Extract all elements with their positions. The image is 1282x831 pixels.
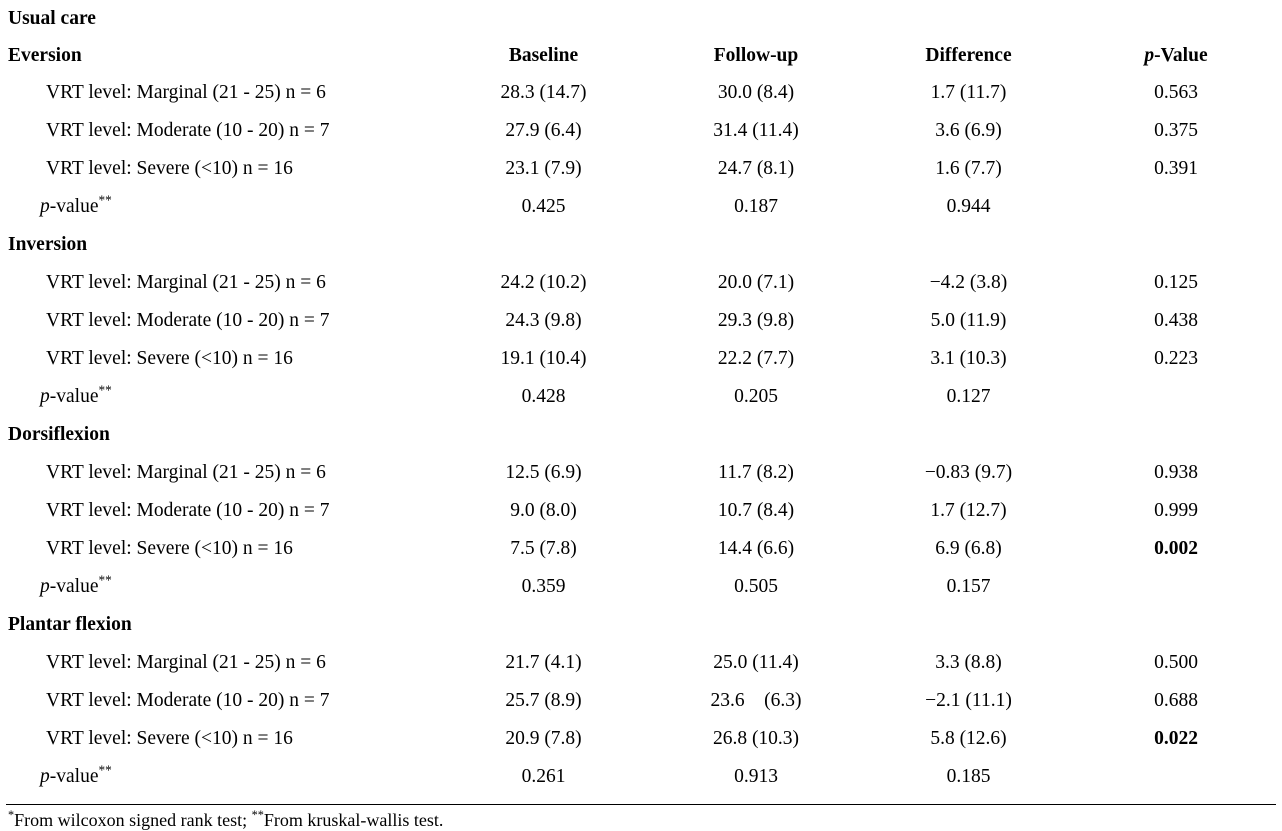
- row-label-pvalue: [6, 758, 436, 796]
- empty-cell: [1076, 0, 1276, 37]
- cell-difference: 0.185: [946, 766, 991, 788]
- cell-difference: 0.944: [946, 196, 991, 218]
- empty-cell: [1076, 416, 1276, 454]
- table-row: [6, 340, 1276, 378]
- cell-pvalue: [1076, 188, 1276, 226]
- row-label: VRT level: Moderate (10 - 20) n = 7: [46, 310, 330, 332]
- cell-followup: 24.7 (8.1): [717, 158, 795, 180]
- table-header-row: [6, 37, 1276, 74]
- cell-pvalue: 0.438: [1154, 310, 1198, 332]
- cell-pvalue: 0.938: [1154, 462, 1198, 484]
- table-row: [6, 74, 1276, 112]
- cell-baseline: 0.425: [521, 196, 566, 218]
- cell-difference: 1.7 (12.7): [930, 500, 1007, 522]
- cell-difference: 1.7 (11.7): [930, 82, 1007, 104]
- empty-cell: [861, 416, 1076, 454]
- row-label-pvalue: [6, 188, 436, 226]
- cell-followup: 0.913: [734, 766, 778, 788]
- cell-followup: 26.8 (10.3): [712, 728, 800, 750]
- cell-difference: −2.1 (11.1): [925, 690, 1012, 712]
- column-header-baseline: Baseline: [508, 44, 579, 66]
- pvalue-label-sup: **: [98, 382, 112, 398]
- pvalue-label-rest: -value: [49, 766, 99, 788]
- cell-pvalue: 0.375: [1154, 120, 1198, 142]
- pvalue-label-rest: -value: [49, 576, 99, 598]
- footnote-text-1: From wilcoxon signed rank test;: [14, 810, 252, 830]
- pvalue-header-italic: p: [1144, 44, 1155, 66]
- pvalue-label-italic: p: [40, 196, 50, 218]
- pvalue-label-italic: p: [40, 576, 50, 598]
- cell-pvalue: 0.688: [1154, 690, 1198, 712]
- cell-baseline: 12.5 (6.9): [505, 462, 582, 484]
- cell-difference: 3.3 (8.8): [935, 652, 1002, 674]
- table-row: [6, 758, 1276, 796]
- cell-baseline: 0.359: [521, 576, 566, 598]
- empty-cell: [436, 226, 651, 264]
- table-row: [6, 606, 1276, 644]
- empty-cell: [861, 606, 1076, 644]
- footnote-mark-1: *: [8, 808, 15, 822]
- cell-baseline: 0.261: [521, 766, 566, 788]
- section-title: Usual care: [8, 7, 96, 29]
- empty-cell: [436, 416, 651, 454]
- pvalue-label-sup: **: [98, 192, 112, 208]
- group-header-inversion: Inversion: [8, 234, 88, 256]
- cell-baseline: 20.9 (7.8): [505, 728, 582, 750]
- cell-pvalue: 0.563: [1154, 82, 1198, 104]
- table-row: [6, 720, 1276, 758]
- row-label-pvalue: [6, 568, 436, 606]
- cell-followup: 31.4 (11.4): [713, 120, 799, 142]
- pvalue-label-sup: **: [98, 572, 112, 588]
- cell-pvalue: 0.999: [1154, 500, 1198, 522]
- empty-cell: [651, 606, 861, 644]
- group-header-plantar-flexion: Plantar flexion: [8, 614, 132, 636]
- cell-followup: 20.0 (7.1): [717, 272, 795, 294]
- pvalue-label-italic: p: [40, 386, 50, 408]
- empty-cell: [1076, 226, 1276, 264]
- cell-pvalue: [1076, 378, 1276, 416]
- pvalue-label-rest: -value: [49, 386, 99, 408]
- cell-baseline: 27.9 (6.4): [505, 120, 582, 142]
- empty-cell: [436, 606, 651, 644]
- cell-followup: 23.6 (6.3): [710, 690, 802, 712]
- cell-followup: 22.2 (7.7): [717, 348, 795, 370]
- cell-pvalue: 0.223: [1154, 348, 1198, 370]
- empty-cell: [651, 416, 861, 454]
- empty-cell: [651, 0, 861, 37]
- cell-pvalue: [1076, 568, 1276, 606]
- cell-followup: 10.7 (8.4): [717, 500, 795, 522]
- row-label: VRT level: Severe (<10) n = 16: [46, 728, 293, 750]
- table-row: [6, 644, 1276, 682]
- cell-difference: 0.157: [946, 576, 991, 598]
- footnote-mark-2: **: [251, 808, 264, 822]
- cell-pvalue: 0.022: [1154, 728, 1198, 750]
- pvalue-header-rest: -Value: [1154, 44, 1208, 66]
- pvalue-label-italic: p: [40, 766, 50, 788]
- cell-followup: 0.187: [734, 196, 778, 218]
- row-label: VRT level: Marginal (21 - 25) n = 6: [46, 272, 326, 294]
- cell-difference: 1.6 (7.7): [935, 158, 1002, 180]
- table-footnote: [6, 805, 1276, 831]
- row-label-pvalue: [6, 378, 436, 416]
- cell-pvalue: 0.500: [1154, 652, 1198, 674]
- cell-difference: 0.127: [946, 386, 991, 408]
- group-header-dorsiflexion: Dorsiflexion: [8, 424, 110, 446]
- row-label: VRT level: Marginal (21 - 25) n = 6: [46, 82, 326, 104]
- cell-baseline: 25.7 (8.9): [505, 690, 582, 712]
- table-row: [6, 530, 1276, 568]
- table-row: [6, 112, 1276, 150]
- column-header-followup: Follow-up: [713, 44, 799, 66]
- table-row: [6, 454, 1276, 492]
- table-row: [6, 378, 1276, 416]
- cell-baseline: 9.0 (8.0): [510, 500, 577, 522]
- table-row: [6, 302, 1276, 340]
- cell-baseline: 24.2 (10.2): [500, 272, 587, 294]
- footnote-text-2: From kruskal-wallis test.: [263, 810, 444, 830]
- cell-followup: 14.4 (6.6): [717, 538, 795, 560]
- row-label: VRT level: Severe (<10) n = 16: [46, 158, 293, 180]
- empty-cell: [1076, 606, 1276, 644]
- cell-difference: 6.9 (6.8): [935, 538, 1002, 560]
- row-label: VRT level: Marginal (21 - 25) n = 6: [46, 652, 326, 674]
- results-table: [6, 0, 1276, 796]
- cell-pvalue: 0.125: [1154, 272, 1198, 294]
- table-row: [6, 568, 1276, 606]
- table-row: [6, 416, 1276, 454]
- empty-cell: [861, 0, 1076, 37]
- pvalue-label-sup: **: [98, 762, 112, 778]
- cell-difference: 5.0 (11.9): [930, 310, 1007, 332]
- cell-pvalue: [1076, 758, 1276, 796]
- empty-cell: [861, 226, 1076, 264]
- cell-followup: 0.205: [734, 386, 778, 408]
- cell-pvalue: 0.002: [1154, 538, 1198, 560]
- cell-difference: −4.2 (3.8): [929, 272, 1008, 294]
- row-label: VRT level: Marginal (21 - 25) n = 6: [46, 462, 326, 484]
- cell-baseline: 0.428: [521, 386, 566, 408]
- cell-difference: 5.8 (12.6): [930, 728, 1007, 750]
- cell-baseline: 19.1 (10.4): [500, 348, 587, 370]
- row-label: VRT level: Severe (<10) n = 16: [46, 538, 293, 560]
- row-label: VRT level: Severe (<10) n = 16: [46, 348, 293, 370]
- empty-cell: [651, 226, 861, 264]
- row-label: VRT level: Moderate (10 - 20) n = 7: [46, 690, 330, 712]
- cell-followup: 30.0 (8.4): [717, 82, 795, 104]
- table-row: [6, 0, 1276, 37]
- table-row: [6, 682, 1276, 720]
- cell-followup: 0.505: [734, 576, 778, 598]
- table-row: [6, 264, 1276, 302]
- cell-baseline: 23.1 (7.9): [505, 158, 582, 180]
- cell-baseline: 7.5 (7.8): [510, 538, 577, 560]
- cell-followup: 29.3 (9.8): [717, 310, 795, 332]
- row-label: VRT level: Moderate (10 - 20) n = 7: [46, 500, 330, 522]
- cell-difference: −0.83 (9.7): [924, 462, 1013, 484]
- cell-followup: 11.7 (8.2): [718, 462, 794, 484]
- cell-followup: 25.0 (11.4): [713, 652, 799, 674]
- cell-difference: 3.6 (6.9): [935, 120, 1002, 142]
- column-header-pvalue: [1076, 37, 1276, 74]
- group-header-eversion: Eversion: [8, 44, 82, 66]
- cell-difference: 3.1 (10.3): [930, 348, 1007, 370]
- table-row: [6, 188, 1276, 226]
- empty-cell: [436, 0, 651, 37]
- row-label: VRT level: Moderate (10 - 20) n = 7: [46, 120, 330, 142]
- cell-baseline: 28.3 (14.7): [500, 82, 587, 104]
- cell-pvalue: 0.391: [1154, 158, 1198, 180]
- table-row: [6, 226, 1276, 264]
- cell-baseline: 24.3 (9.8): [505, 310, 582, 332]
- table-row: [6, 150, 1276, 188]
- pvalue-label-rest: -value: [49, 196, 99, 218]
- column-header-difference: Difference: [925, 44, 1012, 66]
- table-row: [6, 492, 1276, 530]
- cell-baseline: 21.7 (4.1): [505, 652, 582, 674]
